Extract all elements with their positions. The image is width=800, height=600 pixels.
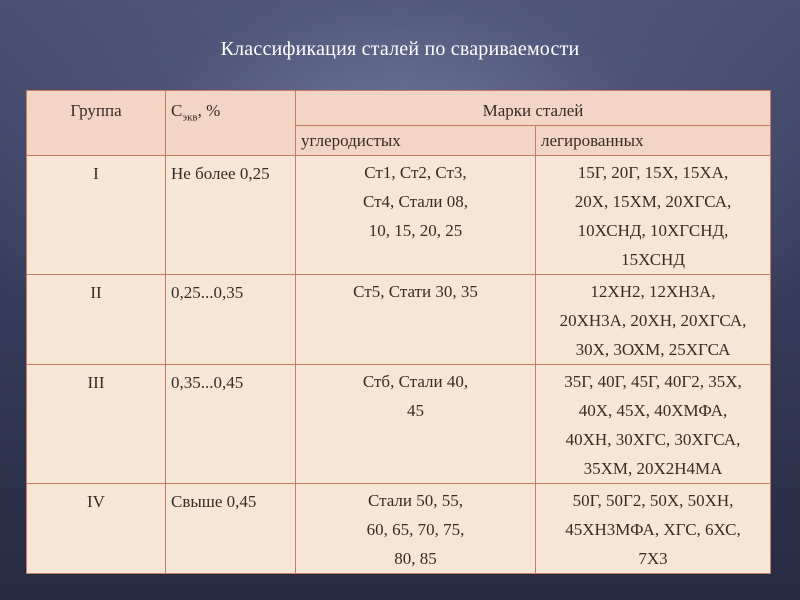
cell-alloy-steels — [536, 275, 771, 365]
cell-group: III — [27, 365, 166, 484]
cell-group: IV — [27, 484, 166, 574]
slide-title: Классификация сталей по свариваемости — [220, 38, 580, 60]
cell-carbon-equivalent: 0,35...0,45 — [166, 365, 296, 484]
table-row — [27, 156, 771, 275]
grade-line: 30Х, 3ОХМ, 25ХГСА — [575, 340, 731, 359]
grade-line: 45ХН3МФА, ХГС, 6ХС, — [565, 520, 741, 539]
grade-line: 20Х, 15ХМ, 20ХГСА, — [574, 192, 732, 211]
grade-line: 7Х3 — [638, 549, 668, 568]
grade-line: 12ХН2, 12ХН3А, — [590, 282, 716, 301]
header-carbon-equivalent — [166, 91, 296, 156]
cell-carbon-equivalent: 0,25...0,35 — [166, 275, 296, 365]
cell-group: II — [27, 275, 166, 365]
grade-line: 35ХМ, 20Х2Н4МА — [583, 459, 723, 478]
grade-line: 80, 85 — [394, 549, 437, 568]
cell-carbon-steels — [296, 365, 536, 484]
table-row — [27, 275, 771, 365]
cell-group: I — [27, 156, 166, 275]
cell-carbon-steels — [296, 156, 536, 275]
grade-line: Стали 50, 55, — [367, 491, 464, 510]
header-ceq-main: С — [171, 101, 183, 120]
grade-line: 40ХН, 30ХГС, 30ХГСА, — [565, 430, 741, 449]
grade-line: 50Г, 50Г2, 50Х, 50ХН, — [572, 491, 734, 510]
cell-carbon-equivalent: Не более 0,25 — [166, 156, 296, 275]
header-steel-grades: Марки сталей — [296, 91, 771, 126]
cell-alloy-steels — [536, 365, 771, 484]
table-row — [27, 365, 771, 484]
grade-line: 60, 65, 70, 75, — [366, 520, 465, 539]
steel-weldability-table — [26, 90, 771, 574]
grade-line: 20ХН3А, 20ХН, 20ХГСА, — [559, 311, 747, 330]
grade-line: 35Г, 40Г, 45Г, 40Г2, 35Х, — [564, 372, 742, 391]
grade-line: Стб, Стали 40, — [362, 372, 469, 391]
cell-alloy-steels — [536, 484, 771, 574]
table-body — [27, 156, 771, 574]
grade-line: 40Х, 45Х, 40ХМФА, — [578, 401, 728, 420]
cell-alloy-steels — [536, 156, 771, 275]
grade-line: Ст5, Стати 30, 35 — [353, 282, 478, 301]
header-ceq-unit: , % — [197, 101, 221, 120]
cell-carbon-steels — [296, 484, 536, 574]
cell-carbon-steels — [296, 275, 536, 365]
table-header-row — [27, 91, 771, 126]
header-carbon-steels: углеродистых — [296, 126, 536, 156]
grade-line: 10ХСНД, 10ХГСНД, — [577, 221, 729, 240]
grade-line: 15ХСНД — [621, 250, 685, 269]
grade-line: 45 — [407, 401, 424, 420]
header-ceq-sub: экв — [182, 111, 198, 124]
grade-line: 10, 15, 20, 25 — [368, 221, 463, 240]
cell-carbon-equivalent: Свыше 0,45 — [166, 484, 296, 574]
grade-line: Ст1, Ст2, Ст3, — [364, 163, 467, 182]
grade-line: Ст4, Стали 08, — [362, 192, 469, 211]
header-alloy-steels: легированных — [536, 126, 771, 156]
grade-line: 15Г, 20Г, 15Х, 15ХА, — [577, 163, 729, 182]
header-group: Группа — [27, 91, 166, 156]
table-row — [27, 484, 771, 574]
